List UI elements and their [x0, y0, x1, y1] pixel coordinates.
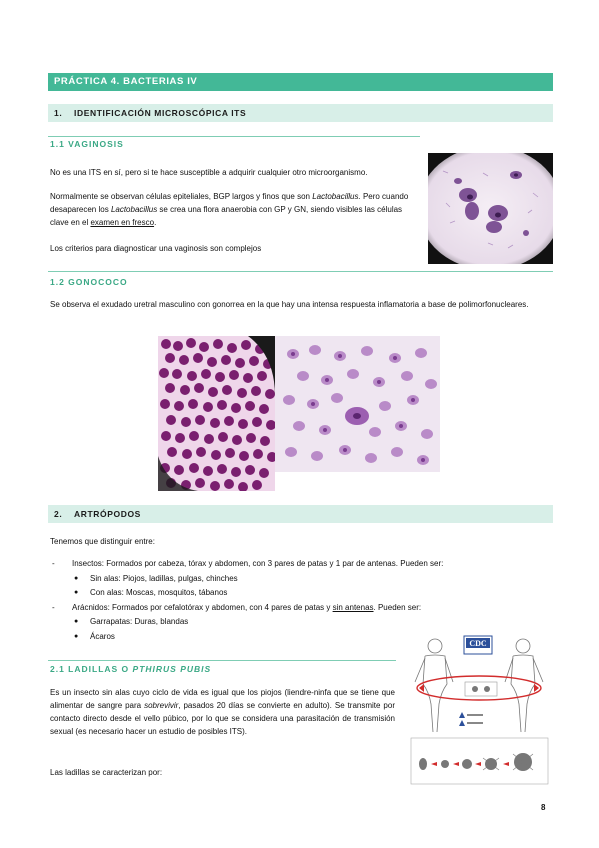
subsection-rule [48, 271, 553, 272]
vaginosis-p2-text: . [154, 218, 157, 227]
ladillas-p1-text: , pasados 20 días se convierte en adulto). Se transmite por contacto directo desde el vello púbico, por lo que se considera una parasitación de transmisión sexual (es necesario hacer un estudio de posibles ITS). [50, 701, 395, 736]
subsection-2-1-header [48, 664, 396, 674]
section-2-header [48, 505, 553, 523]
subsection-rule [48, 136, 420, 137]
aracnidos-text [72, 601, 421, 616]
ladillas-p1 [50, 686, 395, 738]
subsection-rule [48, 660, 396, 661]
list-item-sin-alas [48, 572, 553, 587]
aracnidos-text-a: Arácnidos: Formados por cefalotórax y abdomen, con 4 pares de patas y [72, 602, 333, 612]
acaros-text: Ácaros [90, 631, 115, 641]
dash-bullet: - [52, 602, 55, 612]
section-1-header [48, 104, 553, 122]
section-2-number: 2. [54, 509, 63, 519]
sobrevivir-term: sobrevivir [144, 701, 179, 710]
ladillas-p1-text: Es un insecto sin alas cuyo ciclo de vida es igual que los piojos (liendre-ninfa que se tiene que alimentar de sangre para [50, 688, 395, 710]
ladillas-p2: Las ladillas se caracterizan por: [50, 768, 163, 777]
subsection-2-1-title-a: 2.1 LADILLAS O [50, 664, 133, 674]
section-1-title: IDENTIFICACIÓN MICROSCÓPICA ITS [74, 108, 247, 118]
lactobacillus-term: Lactobacillus. [312, 192, 361, 201]
dot-bullet: ● [74, 632, 79, 640]
subsection-1-1-header [48, 139, 420, 149]
list-item-con-alas [48, 586, 553, 601]
cdc-logo-text: CDC [469, 639, 487, 648]
subsection-2-1-title-b: PTHIRUS PUBIS [132, 664, 212, 674]
aracnidos-text-c: . Pueden ser: [373, 602, 422, 612]
artropodos-list [48, 557, 553, 644]
vaginosis-p2-text: Normalmente se observan células epiteliales, BGP largos y finos que son [50, 192, 313, 201]
practice-title: PRÁCTICA 4. BACTERIAS IV [54, 76, 198, 87]
vaginosis-micrograph [428, 153, 553, 264]
section-1-number: 1. [54, 108, 63, 118]
practice-title-bar [48, 73, 553, 91]
dot-bullet: ● [74, 589, 79, 596]
list-item-insectos [48, 557, 553, 572]
dash-bullet: - [52, 559, 55, 568]
dot-bullet: ● [74, 574, 79, 582]
sin-antenas-text: sin antenas [332, 602, 374, 612]
artropodos-intro: Tenemos que distinguir entre: [50, 537, 155, 546]
section-2-title: ARTRÓPODOS [74, 509, 141, 519]
garrapatas-text: Garrapatas: Duras, blandas [90, 617, 189, 626]
gonococo-p1: Se observa el exudado uretral masculino con gonorrea en la que hay una intensa respuesta inflamatoria a base de polimorfonucleares. [50, 300, 529, 309]
subsection-1-1-title: 1.1 VAGINOSIS [50, 139, 124, 149]
page-number: 8 [541, 803, 546, 812]
gonococo-micrograph-right [275, 336, 440, 472]
subsection-1-2-header [48, 277, 553, 287]
con-alas-text: Con alas: Moscas, mosquitos, tábanos [90, 588, 228, 597]
cdc-lifecycle-figure [407, 632, 552, 787]
vaginosis-p2 [50, 190, 422, 229]
examen-en-fresco-link-text: examen en fresco [90, 218, 155, 227]
insectos-text: Insectos: Formados por cabeza, tórax y abdomen, con 3 pares de patas y 1 par de antenas. Pueden ser: [72, 559, 444, 568]
gonococo-micrograph-left [158, 336, 275, 491]
subsection-1-2-title: 1.2 GONOCOCO [50, 277, 128, 287]
lactobacillus-term: Lactobacillus [110, 205, 158, 214]
vaginosis-p1: No es una ITS en sí, pero si te hace susceptible a adquirir cualquier otro microorganismo. [50, 168, 368, 177]
dot-bullet: ● [74, 618, 79, 625]
sin-alas-text: Sin alas: Piojos, ladillas, pulgas, chinches [90, 573, 238, 583]
list-item-aracnidos [48, 601, 553, 616]
vaginosis-p2-text: Pero cuando desaparecen los [50, 192, 409, 214]
vaginosis-p2-text: se crea una flora anaerobia con GP y GN, siendo visibles las células clave en el [50, 205, 403, 227]
list-item-garrapatas [48, 615, 553, 630]
vaginosis-p3: Los criterios para diagnosticar una vaginosis son complejos [50, 244, 262, 253]
